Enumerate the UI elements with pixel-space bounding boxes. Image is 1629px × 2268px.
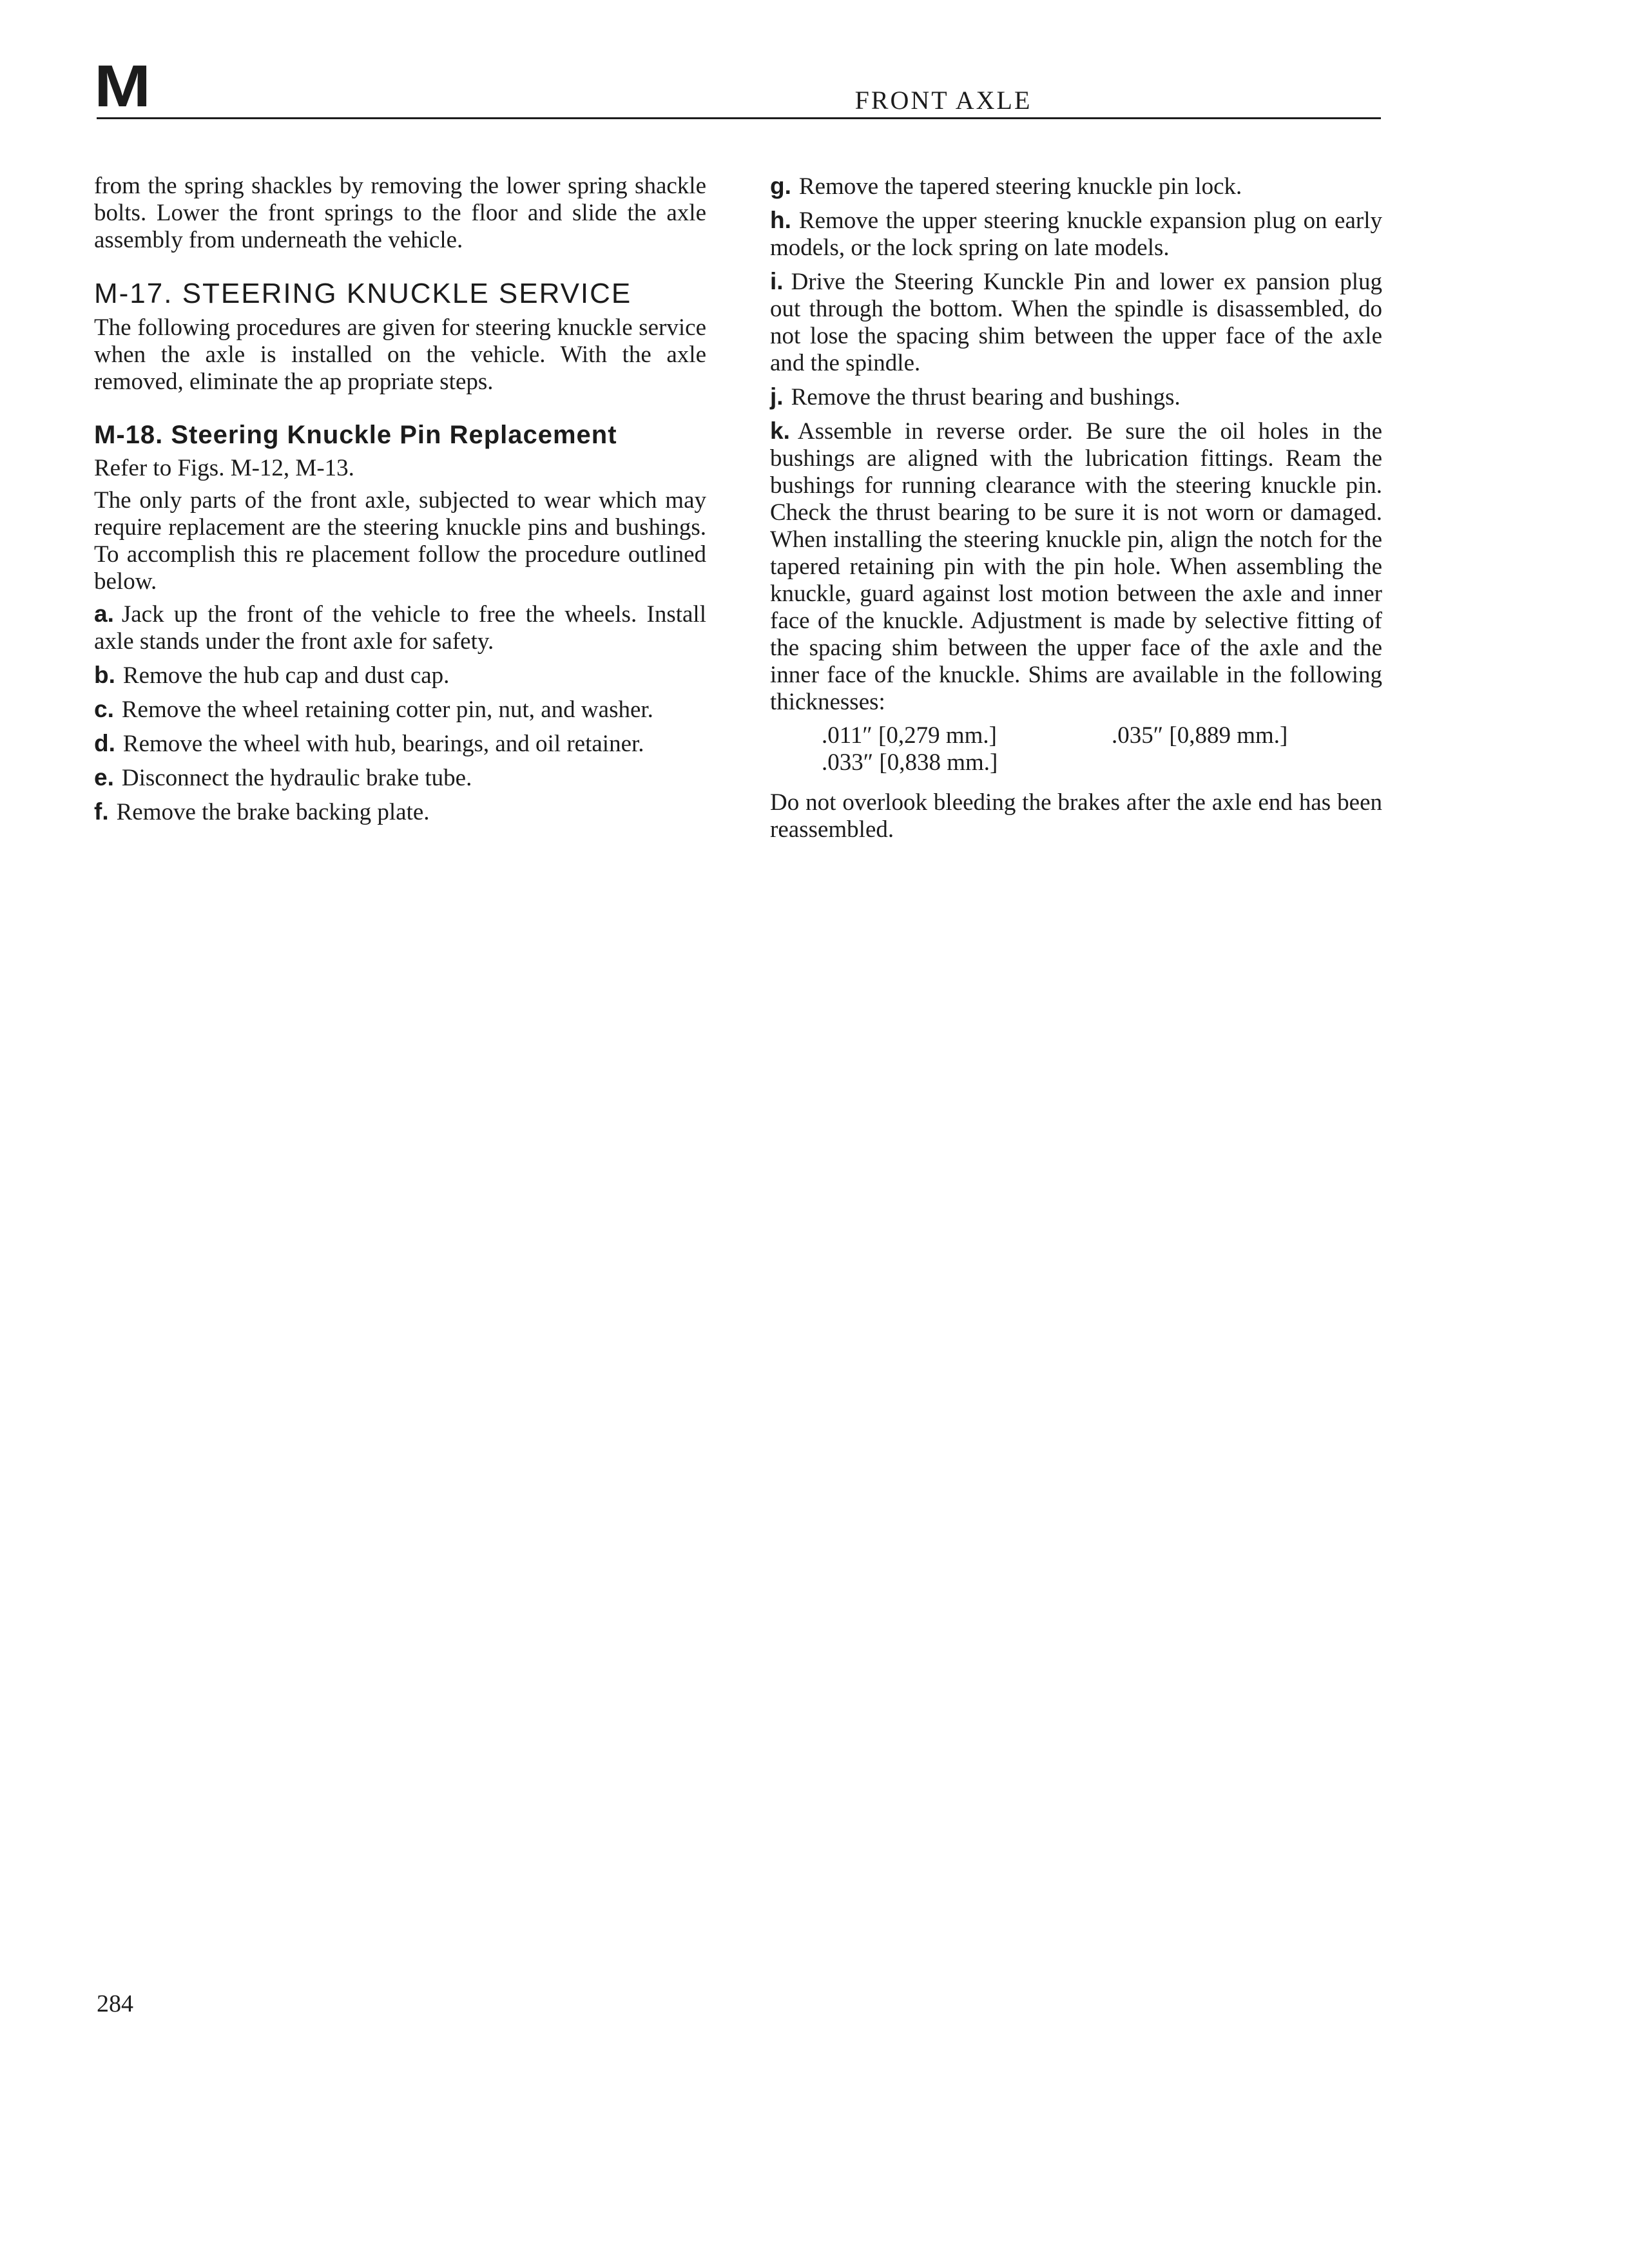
step-label: d. (94, 730, 115, 756)
step-c (94, 696, 706, 724)
step-label: f. (94, 798, 109, 825)
step-b (94, 662, 706, 689)
step-e (94, 764, 706, 792)
step-text: Remove the tapered steering knuckle pin lock. (798, 173, 1242, 200)
running-head: FRONT AXLE (854, 86, 1032, 115)
section-m18-ref: Refer to Figs. M-12, M-13. (94, 455, 354, 481)
section-m17-paragraph: The following procedures are given for steering knuckle service when the axle is installed on the vehicle. With the axle removed, eliminate the ap propriate steps. (94, 314, 706, 395)
step-label: g. (770, 173, 791, 199)
step-text: Jack up the front of the vehicle to free the wheels. Install axle stands under the front axle for safety. (94, 601, 706, 655)
shim-value: .035″ [0,889 mm.] (1112, 722, 1288, 749)
step-label: c. (94, 696, 114, 722)
section-m18-title: M-18. Steering Knuckle Pin Replacement (94, 421, 617, 449)
section-m17-title: M-17. STEERING KNUCKLE SERVICE (94, 278, 632, 309)
step-text: Drive the Steering Kunckle Pin and lower ex pansion plug out through the bottom. When the spindle is disassembled, do not lose the spacing shim between the upper face of the axle and the spindle. (770, 269, 1382, 376)
step-label: a. (94, 601, 114, 627)
step-g (770, 173, 1382, 200)
step-label: h. (770, 207, 791, 233)
step-text: Remove the upper steering knuckle expansion plug on early models, or the lock spring on late models. (770, 207, 1382, 261)
shim-value: .033″ [0,838 mm.] (822, 749, 998, 776)
step-label: b. (94, 662, 115, 688)
step-j (770, 383, 1382, 411)
step-text: Remove the brake backing plate. (116, 799, 430, 825)
step-f (94, 798, 706, 826)
closing-paragraph: Do not overlook bleeding the brakes after the axle end has been reassembled. (770, 789, 1382, 843)
step-a (94, 601, 706, 655)
step-label: e. (94, 764, 114, 791)
step-d (94, 730, 706, 758)
right-column (770, 173, 1382, 849)
step-k (770, 418, 1382, 716)
step-h (770, 207, 1382, 262)
step-text: Remove the wheel retaining cotter pin, nut, and washer. (121, 697, 653, 723)
step-label: i. (770, 268, 784, 294)
shim-thickness-list (822, 722, 1382, 776)
left-column (94, 173, 706, 832)
header-rule (97, 117, 1381, 119)
intro-paragraph: from the spring shackles by removing the lower spring shackle bolts. Lower the front springs to the floor and slide the axle assembly from underneath the vehicle. (94, 173, 706, 253)
step-i (770, 268, 1382, 377)
step-text: Remove the thrust bearing and bushings. (791, 384, 1181, 410)
section-letter: M (94, 53, 149, 119)
step-label: j. (770, 383, 784, 410)
step-text: Disconnect the hydraulic brake tube. (121, 765, 472, 791)
step-text: Remove the hub cap and dust cap. (122, 662, 450, 689)
step-text: Remove the wheel with hub, bearings, and oil retainer. (122, 731, 644, 757)
page-number: 284 (97, 1990, 133, 2017)
section-m18-paragraph: The only parts of the front axle, subjected to wear which may require replacement are the steering knuckle pins and bushings. To accomplish this re placement follow the procedure outlined below. (94, 487, 706, 595)
shim-value: .011″ [0,279 mm.] (822, 722, 997, 749)
step-label: k. (770, 418, 790, 444)
step-text: Assemble in reverse order. Be sure the oil holes in the bushings are aligned with the lubrication fittings. Ream the bushings for running clearance with the steering knuckle pin. Check the thrust bearing to be sure it is not worn or damaged. When installing the steering knuckle pin, align the notch for the tapered retaining pin with the pin hole. When assembling the knuckle, guard against lost motion between the axle and inner face of the knuckle. Adjustment is made by selective fitting of the spacing shim between the upper face of the axle and the inner face of the knuckle. Shims are available in the following thicknesses: (770, 418, 1382, 715)
